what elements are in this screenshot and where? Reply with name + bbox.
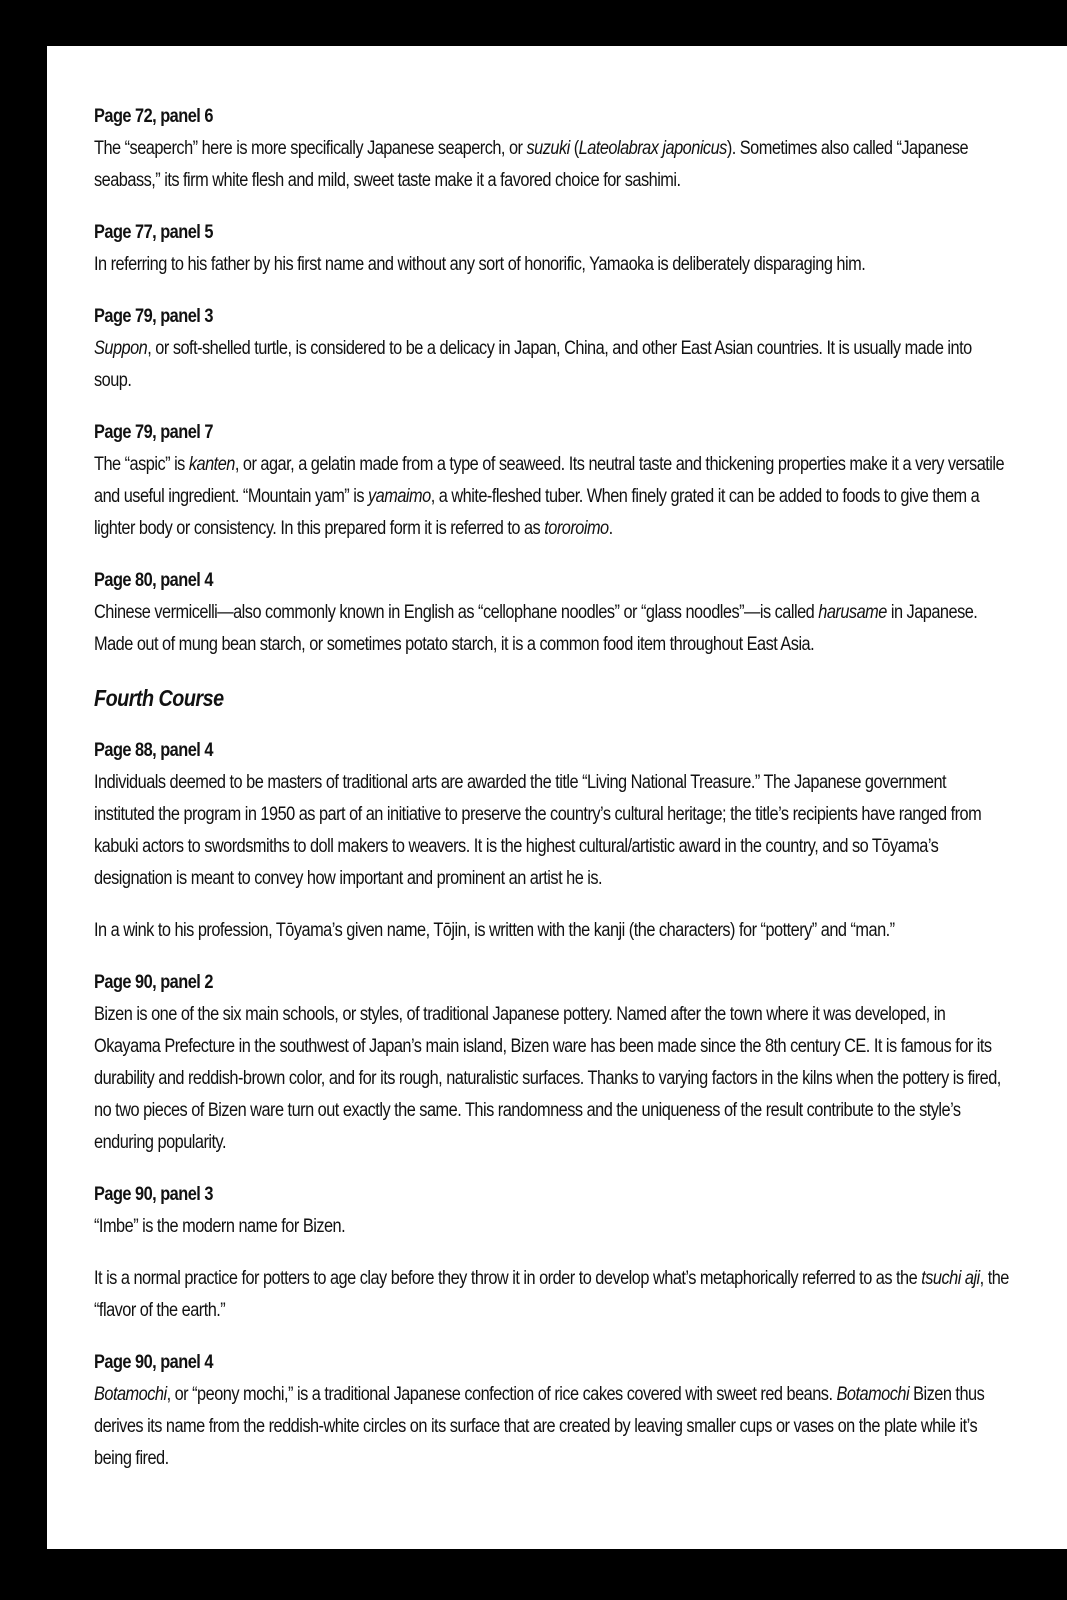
italic-term: tsuchi aji (921, 1268, 980, 1289)
note-entry (94, 1179, 1009, 1327)
note-paragraph (94, 999, 1009, 1159)
note-paragraph (94, 133, 1009, 197)
note-entry (94, 217, 1009, 281)
note-entry (94, 101, 1009, 197)
note-paragraph (94, 333, 1009, 397)
note-paragraph (94, 1379, 1009, 1475)
notes-list-before (94, 101, 1009, 661)
note-entry (94, 417, 1009, 545)
note-paragraph (94, 449, 1009, 545)
note-paragraph (94, 767, 1009, 895)
note-entry (94, 967, 1009, 1159)
note-heading: Page 80, panel 4 (94, 570, 213, 591)
note-entry (94, 1347, 1009, 1475)
note-heading: Page 90, panel 2 (94, 972, 213, 993)
italic-term: tororoimo (544, 518, 609, 539)
text-run: , or agar, a gelatin made from a type of seaweed. Its neutral taste and thickening properties make it a very versatile and useful ingredient. “Mountain yam” is (94, 454, 1005, 507)
note-paragraph (94, 249, 1009, 281)
note-entry (94, 301, 1009, 397)
italic-term: harusame (818, 602, 887, 623)
text-run: In referring to his father by his first name and without any sort of honorific, Yamaoka is deliberately disparaging him. (94, 254, 866, 275)
italic-term: kanten (188, 454, 235, 475)
note-heading: Page 79, panel 7 (94, 422, 213, 443)
text-run: ( (569, 138, 579, 159)
text-run: The “aspic” is (94, 454, 189, 475)
note-paragraph (94, 597, 1009, 661)
page-content (94, 101, 1009, 1495)
text-run: “Imbe” is the modern name for Bizen. (94, 1216, 346, 1237)
text-run: , a white-fleshed tuber. When finely grated it can be added to foods to give them a lighter body or consistency. In this prepared form it is referred to as (94, 486, 980, 539)
italic-term: yamaimo (368, 486, 431, 507)
text-run: . (608, 518, 613, 539)
text-run: , or soft-shelled turtle, is considered to be a delicacy in Japan, China, and other East Asian countries. It is usually made into soup. (94, 338, 972, 391)
note-heading: Page 88, panel 4 (94, 740, 213, 761)
italic-term: Botamochi (836, 1384, 910, 1405)
text-run: The “seaperch” here is more specifically Japanese seaperch, or (94, 138, 527, 159)
note-heading: Page 79, panel 3 (94, 306, 213, 327)
text-run: Bizen thus derives its name from the reddish-white circles on its surface that are created by leaving smaller cups or vases on the plate while it’s being fired. (94, 1384, 985, 1469)
notes-list-after (94, 735, 1009, 1475)
italic-term: Suppon (94, 338, 148, 359)
note-entry (94, 565, 1009, 661)
note-heading: Page 90, panel 4 (94, 1352, 213, 1373)
text-run: , the “flavor of the earth.” (94, 1268, 1009, 1321)
italic-term: suzuki (526, 138, 570, 159)
text-run: In a wink to his profession, Tōyama’s given name, Tōjin, is written with the kanji (the characters) for “pottery” and “man.” (94, 920, 895, 941)
text-run: in Japanese. Made out of mung bean starch, or sometimes potato starch, it is a common food item throughout East Asia. (94, 602, 978, 655)
italic-term: Lateolabrax japonicus (578, 138, 727, 159)
document-page (47, 46, 1067, 1549)
note-heading: Page 72, panel 6 (94, 106, 213, 127)
text-run: It is a normal practice for potters to age clay before they throw it in order to develop what’s metaphorically referred to as the (94, 1268, 922, 1289)
italic-term: Botamochi (94, 1384, 167, 1405)
section-title: Fourth Course (94, 685, 224, 711)
text-run: Bizen is one of the six main schools, or styles, of traditional Japanese pottery. Named after the town where it was developed, in Okayama Prefecture in the southwest of Japan’s main island, Bizen ware has been made since the 8th century CE. It is famous for its durability and reddish-brown color, and for its rough, naturalistic surfaces. Thanks to varying factors in the kilns when the pottery is fired, no two pieces of Bizen ware turn out exactly the same. This randomness and the uniqueness of the result contribute to the style’s enduring popularity. (94, 1004, 1001, 1153)
note-heading: Page 77, panel 5 (94, 222, 213, 243)
note-heading: Page 90, panel 3 (94, 1184, 213, 1205)
note-entry (94, 735, 1009, 947)
note-paragraph (94, 1211, 1009, 1243)
text-run: Individuals deemed to be masters of traditional arts are awarded the title “Living National Treasure.” The Japanese government instituted the program in 1950 as part of an initiative to preserve the country’s cultural heritage; the title’s recipients have ranged from kabuki actors to swordsmiths to doll makers to weavers. It is the highest cultural/artistic award in the country, and so Tōyama’s designation is meant to convey how important and prominent an artist he is. (94, 772, 982, 889)
text-run: , or “peony mochi,” is a traditional Japanese confection of rice cakes covered with sweet red beans. (166, 1384, 837, 1405)
note-paragraph (94, 915, 1009, 947)
note-paragraph (94, 1263, 1009, 1327)
text-run: Chinese vermicelli—also commonly known in English as “cellophane noodles” or “glass noodles”—is called (94, 602, 819, 623)
text-run: ). Sometimes also called “Japanese seabass,” its firm white flesh and mild, sweet taste make it a favored choice for sashimi. (94, 138, 969, 191)
